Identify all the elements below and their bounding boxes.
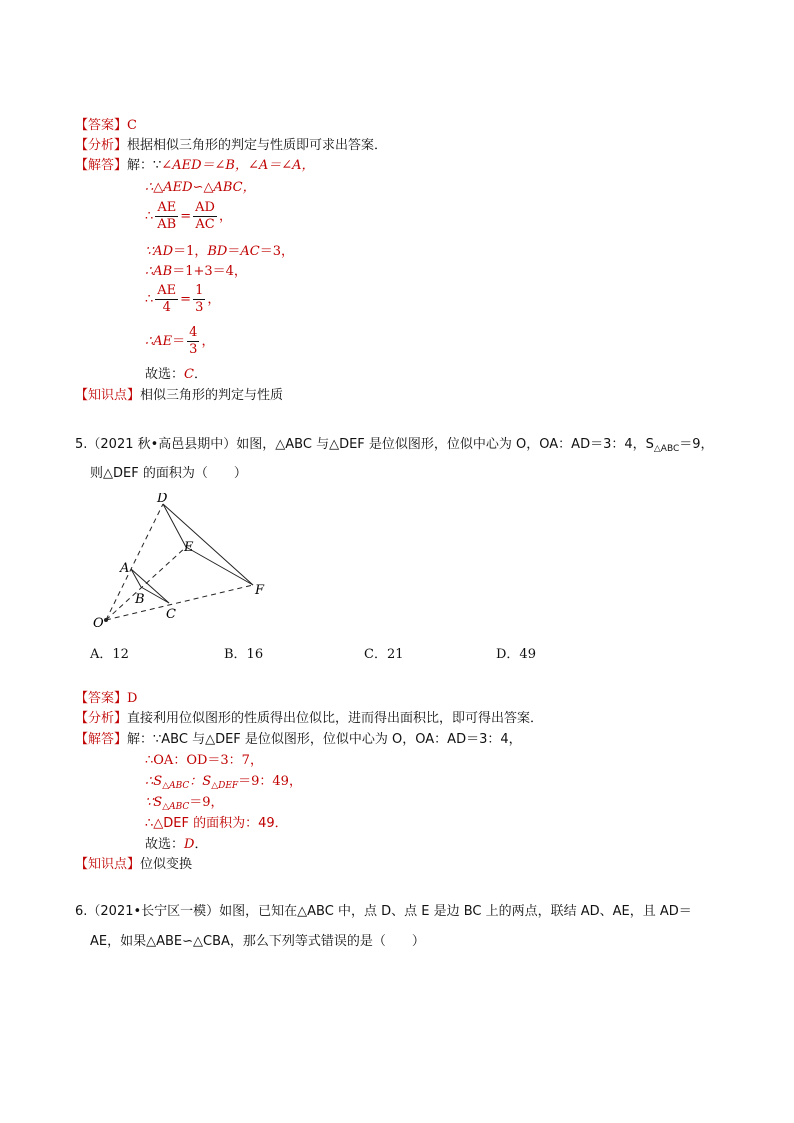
fraction: $\frac{AE}{4}$ <box>157 283 177 315</box>
q5-option-a[interactable]: A．12 <box>90 647 129 662</box>
q4-knowledge-row <box>75 387 283 405</box>
answer-tag: 【答案】 <box>75 118 128 133</box>
q4-step-similar: ∴△AED∽△ABC， <box>145 180 256 195</box>
q5-knowledge-row <box>75 856 192 874</box>
q5-answer-row <box>75 690 137 708</box>
q5-option-c[interactable]: C．21 <box>364 647 404 662</box>
q4-answer-row <box>75 117 137 135</box>
analysis-tag: 【分析】 <box>75 138 128 153</box>
q5-step-ratio: ∴OA：OD＝3：7， <box>145 753 263 768</box>
q5-homothety-figure <box>85 493 275 633</box>
q4-step-given: ∵AD＝1，BD＝AC＝3， <box>145 244 294 259</box>
answer-value: C <box>127 118 137 133</box>
q6-stem-line2: AE，如果△ABE∽△CBA，那么下列等式错误的是（ ） <box>90 934 425 949</box>
q5-option-d[interactable]: D．49 <box>496 647 536 662</box>
q5-solution-row: 【解答】解：∵ABC 与△DEF 是位似图形，位似中心为 O，OA：AD＝3：4， <box>75 732 522 747</box>
q5-stem-line1: 5.（2021 秋•高邑县期中）如图，△ABC 与△DEF 是位似图形，位似中心为 O，OA：AD＝3：4，$S_{\triangle ABC}=9$， <box>75 437 714 454</box>
fraction: $\frac{4}{3}$ <box>189 325 198 357</box>
label-b: B <box>135 592 145 607</box>
q5-step-result: ∴△DEF 的面积为：49． <box>145 816 288 831</box>
fraction: $\frac{AE}{AB}$ <box>157 200 177 232</box>
solution-tag: 【解答】 <box>75 158 128 173</box>
q6-stem-line1: 6.（2021•长宁区一模）如图，已知在△ABC 中，点 D、点 E 是边 BC 上的两点，联结 AD、AE，且 AD＝ <box>75 904 692 919</box>
q4-analysis-row <box>75 137 387 155</box>
q5-step-given: $\because S_{\triangle ABC}=9$， <box>145 795 224 812</box>
label-d: D <box>157 493 168 506</box>
q5-choose: 故选：D． <box>145 837 208 852</box>
q5-analysis-row <box>75 710 543 728</box>
edge-df <box>163 504 253 585</box>
dashed-line-of <box>106 585 253 620</box>
point-o <box>104 618 108 622</box>
q5-step-area-ratio: $\therefore S_{\triangle ABC}$：$S_{\triangle DEF}=9$：49， <box>145 774 302 791</box>
q4-solution-row: 【解答】解：∵∠AED＝∠B，∠A＝∠A， <box>75 158 315 173</box>
analysis-text: 直接利用位似图形的性质得出位似比，进而得出面积比，即可得出答案． <box>127 711 544 726</box>
fraction: $\frac{AD}{AC}$ <box>195 200 215 232</box>
analysis-tag: 【分析】 <box>75 711 128 726</box>
q4-step-ratio: ∴ $\frac{AE}{AB}$ = $\frac{AD}{AC}$ ， <box>145 200 232 232</box>
q5-stem-line2: 则△DEF 的面积为（ ） <box>90 466 247 481</box>
knowledge-tag: 【知识点】 <box>75 388 141 403</box>
label-e: E <box>184 540 194 555</box>
analysis-text: 根据相似三角形的判定与性质即可求出答案． <box>127 138 388 153</box>
solution-tag: 【解答】 <box>75 732 128 747</box>
q5-option-b[interactable]: B．16 <box>224 647 264 662</box>
fraction: $\frac{1}{3}$ <box>195 283 204 315</box>
label-a: A <box>120 561 130 576</box>
knowledge-text: 相似三角形的判定与性质 <box>140 388 284 403</box>
edge-bc <box>141 587 169 603</box>
q4-step-ratio2: ∴ $\frac{AE}{4}$ = $\frac{1}{3}$ ， <box>145 283 221 315</box>
q4-step-ae: ∴AE＝ $\frac{4}{3}$ ， <box>145 325 215 357</box>
answer-value: D <box>127 691 138 706</box>
label-o: O <box>93 616 104 631</box>
q4-step-ab: ∴AB＝1+3＝4， <box>145 264 247 279</box>
label-c: C <box>166 607 176 622</box>
q4-choose: 故选：C． <box>145 367 207 382</box>
label-f: F <box>255 583 265 598</box>
edge-ab <box>131 569 141 587</box>
answer-tag: 【答案】 <box>75 691 128 706</box>
edge-de <box>163 504 186 547</box>
knowledge-tag: 【知识点】 <box>75 857 141 872</box>
edge-ef <box>186 547 253 585</box>
knowledge-text: 位似变换 <box>140 857 193 872</box>
